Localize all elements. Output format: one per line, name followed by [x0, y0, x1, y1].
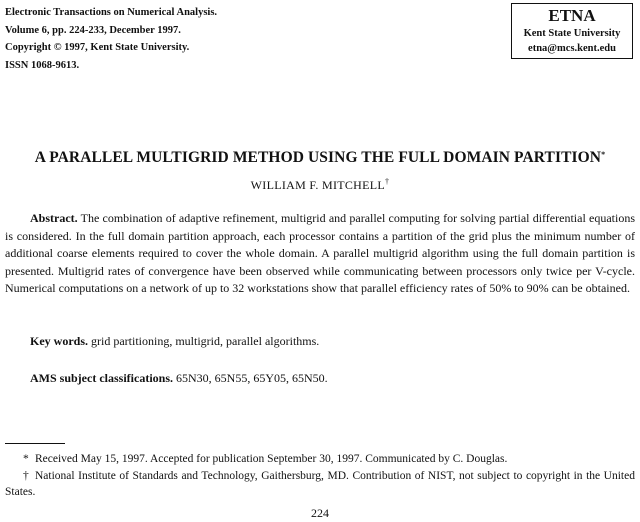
- paper-title-text: A PARALLEL MULTIGRID METHOD USING THE FULL DOMAIN PARTITION: [34, 149, 602, 166]
- abstract-label: Abstract.: [30, 211, 78, 225]
- ams-label: AMS subject classifications.: [30, 371, 173, 385]
- journal-copyright: Copyright © 1997, Kent State University.: [5, 42, 190, 53]
- footnotes: [5, 451, 635, 501]
- abstract: [5, 210, 635, 298]
- page-number: 224: [311, 506, 329, 520]
- keywords-label: Key words.: [30, 334, 88, 348]
- ams-text: 65N30, 65N55, 65Y05, 65N50.: [176, 371, 328, 385]
- footnote-affiliation: [5, 468, 635, 501]
- footnote-mark: *: [23, 453, 29, 465]
- etna-box: [511, 3, 633, 59]
- journal-issn: ISSN 1068-9613.: [5, 59, 80, 71]
- journal-name: Electronic Transactions on Numerical Analysis.: [5, 7, 218, 18]
- author-footnote-mark: †: [385, 177, 390, 186]
- ams-classifications: [30, 371, 328, 386]
- etna-email: etna@mcs.kent.edu: [528, 43, 616, 54]
- footnote-rule: [5, 443, 65, 444]
- paper-author: [0, 178, 640, 193]
- author-name: WILLIAM F. MITCHELL: [250, 178, 386, 192]
- abstract-text: The combination of adaptive refinement, multigrid and parallel computing for solving partial differential equations is considered. In the full domain partition approach, each processor contains a partition of the grid plus the minimum number of additional coarse elements required to cover the whole domain. A parallel multigrid algorithm using the full domain partition is presented. Multigrid rates of convergence have been observed while communicating between processors only twice per V-cycle. Numerical computations on a network of up to 32 workstations show that parallel efficiency rates of 50% to 90% can be obtained.: [5, 211, 635, 296]
- etna-name: ETNA: [548, 6, 596, 25]
- etna-university: Kent State University: [523, 28, 621, 39]
- footnote-text: National Institute of Standards and Technology, Gaithersburg, MD. Contribution of NIST, not subject to copyright in the United States.: [5, 469, 635, 498]
- footnote-text: Received May 15, 1997. Accepted for publication September 30, 1997. Communicated by C. Douglas.: [35, 453, 508, 465]
- keywords: [30, 334, 319, 349]
- journal-volume: Volume 6, pp. 224-233, December 1997.: [5, 24, 181, 36]
- keywords-text: grid partitioning, multigrid, parallel algorithms.: [91, 334, 320, 348]
- journal-info: [5, 4, 217, 74]
- footnote-mark: †: [23, 469, 29, 482]
- footnote-received: [5, 451, 635, 468]
- paper-title: [0, 149, 640, 167]
- title-footnote-mark: *: [601, 150, 606, 159]
